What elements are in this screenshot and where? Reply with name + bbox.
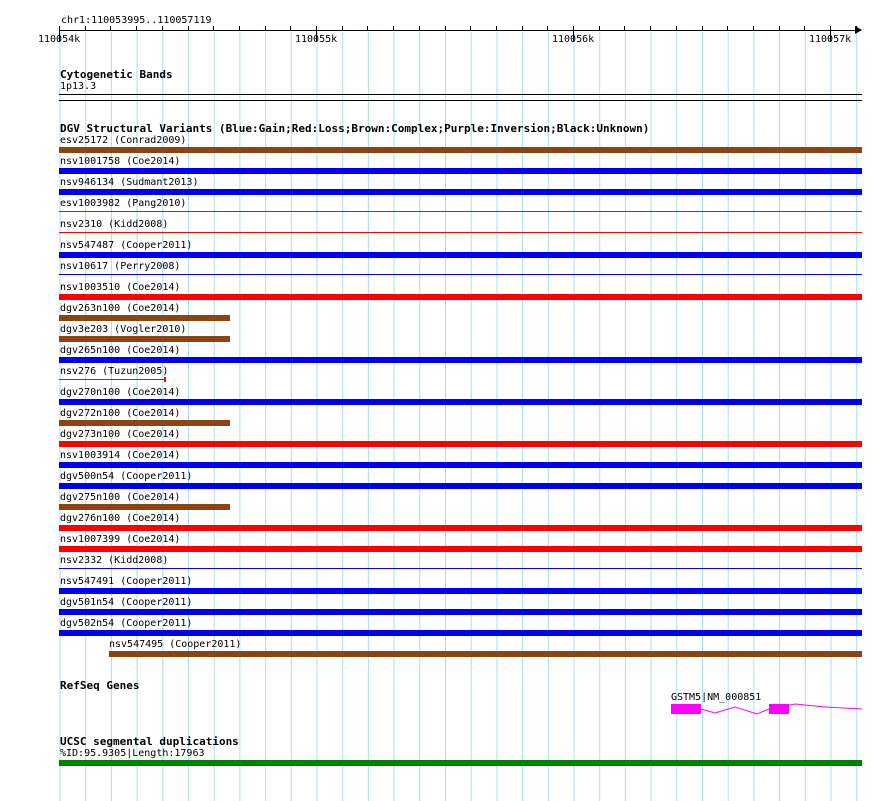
variant-bar[interactable] [59, 379, 166, 380]
variant-label[interactable]: dgv276n100 (Coe2014) [60, 513, 181, 524]
ruler-minor-tick [522, 26, 523, 30]
variant-bar[interactable] [59, 546, 862, 552]
ruler-minor-tick [624, 26, 625, 30]
ruler[interactable] [0, 0, 890, 50]
cytoband-track-line-top [59, 94, 862, 95]
variant-bar[interactable] [59, 462, 862, 468]
variant-bar[interactable] [59, 232, 862, 233]
variant-bar[interactable] [59, 147, 862, 153]
variant-label[interactable]: dgv501n54 (Cooper2011) [60, 597, 193, 608]
ruler-minor-tick [496, 26, 497, 30]
gene-exon [671, 704, 701, 714]
variant-bar[interactable] [59, 568, 862, 569]
ruler-tick-label: 110055k [295, 34, 338, 45]
variant-label[interactable]: dgv273n100 (Coe2014) [60, 429, 181, 440]
ruler-minor-tick [188, 26, 189, 30]
refseq-gene-label[interactable]: GSTM5|NM_000851 [671, 692, 762, 703]
ruler-tick-label: 110056k [552, 34, 595, 45]
variant-bar[interactable] [59, 504, 230, 510]
variant-bar[interactable] [59, 630, 862, 636]
ruler-minor-tick [804, 26, 805, 30]
ruler-minor-tick [702, 26, 703, 30]
ruler-minor-tick [676, 26, 677, 30]
ruler-minor-tick [316, 26, 317, 30]
variant-bar[interactable] [59, 294, 862, 300]
segdup-label: %ID:95.9305|Length:17963 [60, 748, 205, 759]
ruler-minor-tick [393, 26, 394, 30]
variant-label[interactable]: nsv1001758 (Coe2014) [60, 156, 181, 167]
ruler-minor-tick [445, 26, 446, 30]
variant-label[interactable]: dgv272n100 (Coe2014) [60, 408, 181, 419]
variant-bar[interactable] [59, 336, 230, 342]
ruler-minor-tick [547, 26, 548, 30]
cytoband-title: Cytogenetic Bands [60, 68, 173, 81]
ruler-line [59, 30, 861, 31]
variant-bar[interactable] [59, 420, 230, 426]
variant-bar[interactable] [59, 189, 862, 195]
ruler-minor-tick [265, 26, 266, 30]
ruler-minor-tick [290, 26, 291, 30]
cytoband-track-line-bottom [59, 100, 862, 101]
ruler-minor-tick [470, 26, 471, 30]
variant-label[interactable]: nsv2332 (Kidd2008) [60, 555, 169, 566]
variant-label[interactable]: nsv1007399 (Coe2014) [60, 534, 181, 545]
variant-bar[interactable] [59, 588, 862, 594]
ruler-minor-tick [753, 26, 754, 30]
ruler-minor-tick [59, 26, 60, 30]
variant-label[interactable]: dgv500n54 (Cooper2011) [60, 471, 193, 482]
variant-bar[interactable] [59, 357, 862, 363]
variant-bar[interactable] [59, 168, 862, 174]
cytoband-label: 1p13.3 [60, 81, 97, 92]
variant-bar[interactable] [59, 399, 862, 405]
ruler-minor-tick [162, 26, 163, 30]
variant-bar[interactable] [59, 483, 862, 489]
ruler-minor-tick [727, 26, 728, 30]
ruler-minor-tick [419, 26, 420, 30]
ruler-tick-label: 110057k [809, 34, 852, 45]
variant-bar[interactable] [59, 211, 862, 212]
ruler-minor-tick [110, 26, 111, 30]
variant-endcap [164, 377, 166, 382]
variant-label[interactable]: dgv3e203 (Vogler2010) [60, 324, 187, 335]
variant-label[interactable]: nsv1003914 (Coe2014) [60, 450, 181, 461]
variant-bar[interactable] [59, 609, 862, 615]
variant-label[interactable]: nsv276 (Tuzun2005) [60, 366, 169, 377]
ruler-minor-tick [650, 26, 651, 30]
variant-bar[interactable] [109, 651, 862, 657]
variant-label[interactable]: dgv275n100 (Coe2014) [60, 492, 181, 503]
variant-label[interactable]: nsv547487 (Cooper2011) [60, 240, 193, 251]
variant-bar[interactable] [59, 525, 862, 531]
ruler-minor-tick [830, 26, 831, 30]
variant-label[interactable]: dgv263n100 (Coe2014) [60, 303, 181, 314]
variant-label[interactable]: nsv10617 (Perry2008) [60, 261, 181, 272]
variant-bar[interactable] [59, 274, 862, 275]
variant-label[interactable]: esv1003982 (Pang2010) [60, 198, 187, 209]
segdup-track-title: UCSC segmental duplications [60, 735, 239, 748]
ruler-minor-tick [367, 26, 368, 30]
ruler-minor-tick [599, 26, 600, 30]
ruler-minor-tick [239, 26, 240, 30]
ruler-minor-tick [213, 26, 214, 30]
dgv-track-title: DGV Structural Variants (Blue:Gain;Red:Loss;Brown:Complex;Purple:Inversion;Black:Unknown) [60, 122, 650, 135]
variant-bar[interactable] [59, 441, 862, 447]
ruler-minor-tick [573, 26, 574, 30]
gene-exon [769, 704, 789, 714]
variant-label[interactable]: dgv265n100 (Coe2014) [60, 345, 181, 356]
variant-label[interactable]: dgv502n54 (Cooper2011) [60, 618, 193, 629]
ruler-minor-tick [342, 26, 343, 30]
variant-label[interactable]: nsv946134 (Sudmant2013) [60, 177, 199, 188]
variant-label[interactable]: nsv547495 (Cooper2011) [109, 639, 242, 650]
refseq-gene-model[interactable] [665, 700, 865, 720]
variant-label[interactable]: nsv2310 (Kidd2008) [60, 219, 169, 230]
ruler-minor-tick [136, 26, 137, 30]
segdup-bar[interactable] [59, 760, 862, 766]
variant-label[interactable]: nsv547491 (Cooper2011) [60, 576, 193, 587]
ruler-minor-tick [85, 26, 86, 30]
location-label: chr1:110053995..110057119 [61, 15, 212, 26]
ruler-minor-tick [856, 26, 857, 30]
ruler-minor-tick [779, 26, 780, 30]
refseq-track-title: RefSeq Genes [60, 679, 140, 692]
variant-bar[interactable] [59, 315, 230, 321]
variant-label[interactable]: esv25172 (Conrad2009) [60, 135, 187, 146]
variant-label[interactable]: dgv270n100 (Coe2014) [60, 387, 181, 398]
ruler-tick-label: 110054k [38, 34, 81, 45]
variant-label[interactable]: nsv1003510 (Coe2014) [60, 282, 181, 293]
variant-bar[interactable] [59, 252, 862, 258]
